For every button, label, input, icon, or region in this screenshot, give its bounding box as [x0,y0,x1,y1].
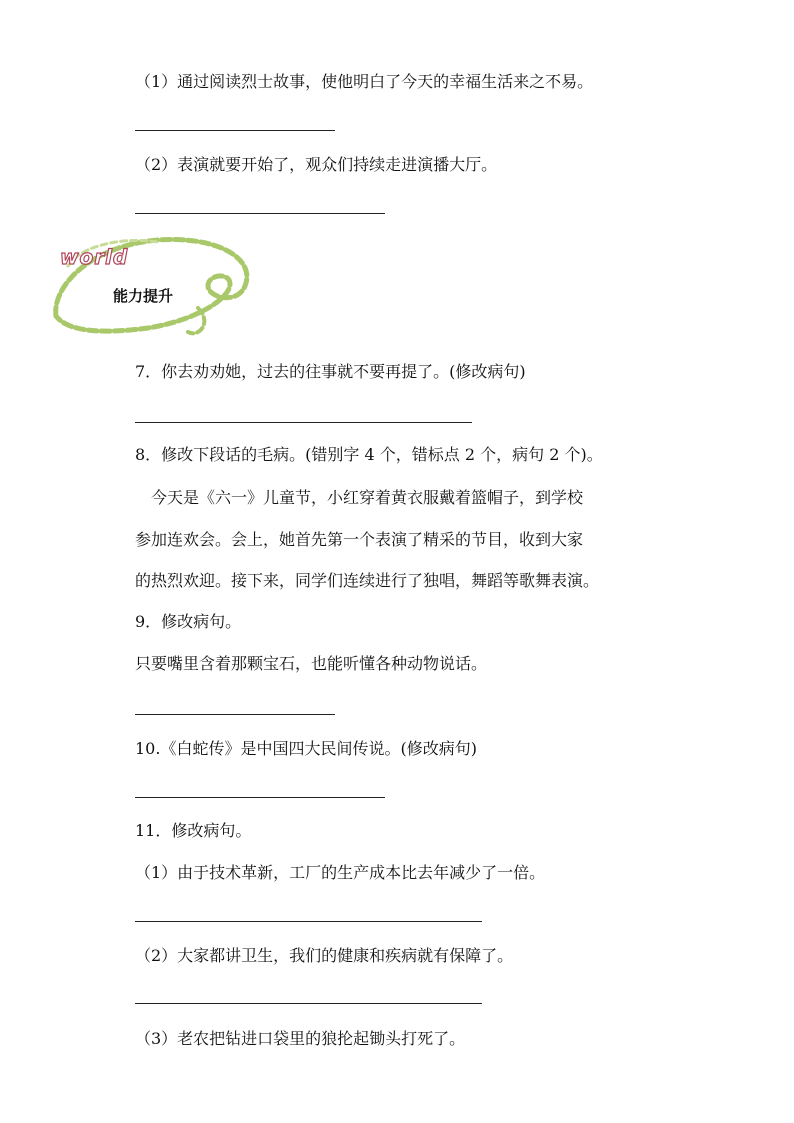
sentence-2: （2）表演就要开始了，观众们持续走进演播大厅。 [135,155,498,174]
question-7: 7．你去劝劝她，过去的往事就不要再提了。(修改病句) [135,362,526,381]
answer-line[interactable] [135,1003,482,1004]
section-title: 能力提升 [113,287,174,305]
passage-line-3: 的热烈欢迎。接下来，同学们连续进行了独唱，舞蹈等歌舞表演。 [135,571,600,590]
world-logo-text: world [60,245,129,269]
answer-line[interactable] [135,921,482,922]
passage-line-1: 今天是《六一》儿童节，小红穿着黄衣服戴着篮帽子，到学校 [135,488,584,507]
answer-line[interactable] [135,422,472,423]
question-11: 11．修改病句。 [135,821,252,840]
question-9-sentence: 只要嘴里含着那颗宝石，也能听懂各种动物说话。 [135,654,488,673]
answer-line[interactable] [135,130,335,131]
answer-line[interactable] [135,714,335,715]
question-11-sentence-2: （2）大家都讲卫生，我们的健康和疾病就有保障了。 [135,946,514,965]
answer-line[interactable] [135,797,385,798]
sentence-1: （1）通过阅读烈士故事，使他明白了今天的幸福生活来之不易。 [135,72,594,91]
question-8: 8．修改下段话的毛病。(错别字 4 个，错标点 2 个，病句 2 个)。 [135,445,603,464]
question-11-sentence-1: （1）由于技术革新，工厂的生产成本比去年减少了一倍。 [135,863,546,882]
passage-line-2: 参加连欢会。会上，她首先第一个表演了精采的节目，收到大家 [135,530,584,549]
question-9: 9．修改病句。 [135,612,242,631]
answer-line[interactable] [135,213,385,214]
question-10: 10.《白蛇传》是中国四大民间传说。(修改病句) [135,739,477,758]
question-11-sentence-3: （3）老农把钻进口袋里的狼抡起锄头打死了。 [135,1029,466,1048]
